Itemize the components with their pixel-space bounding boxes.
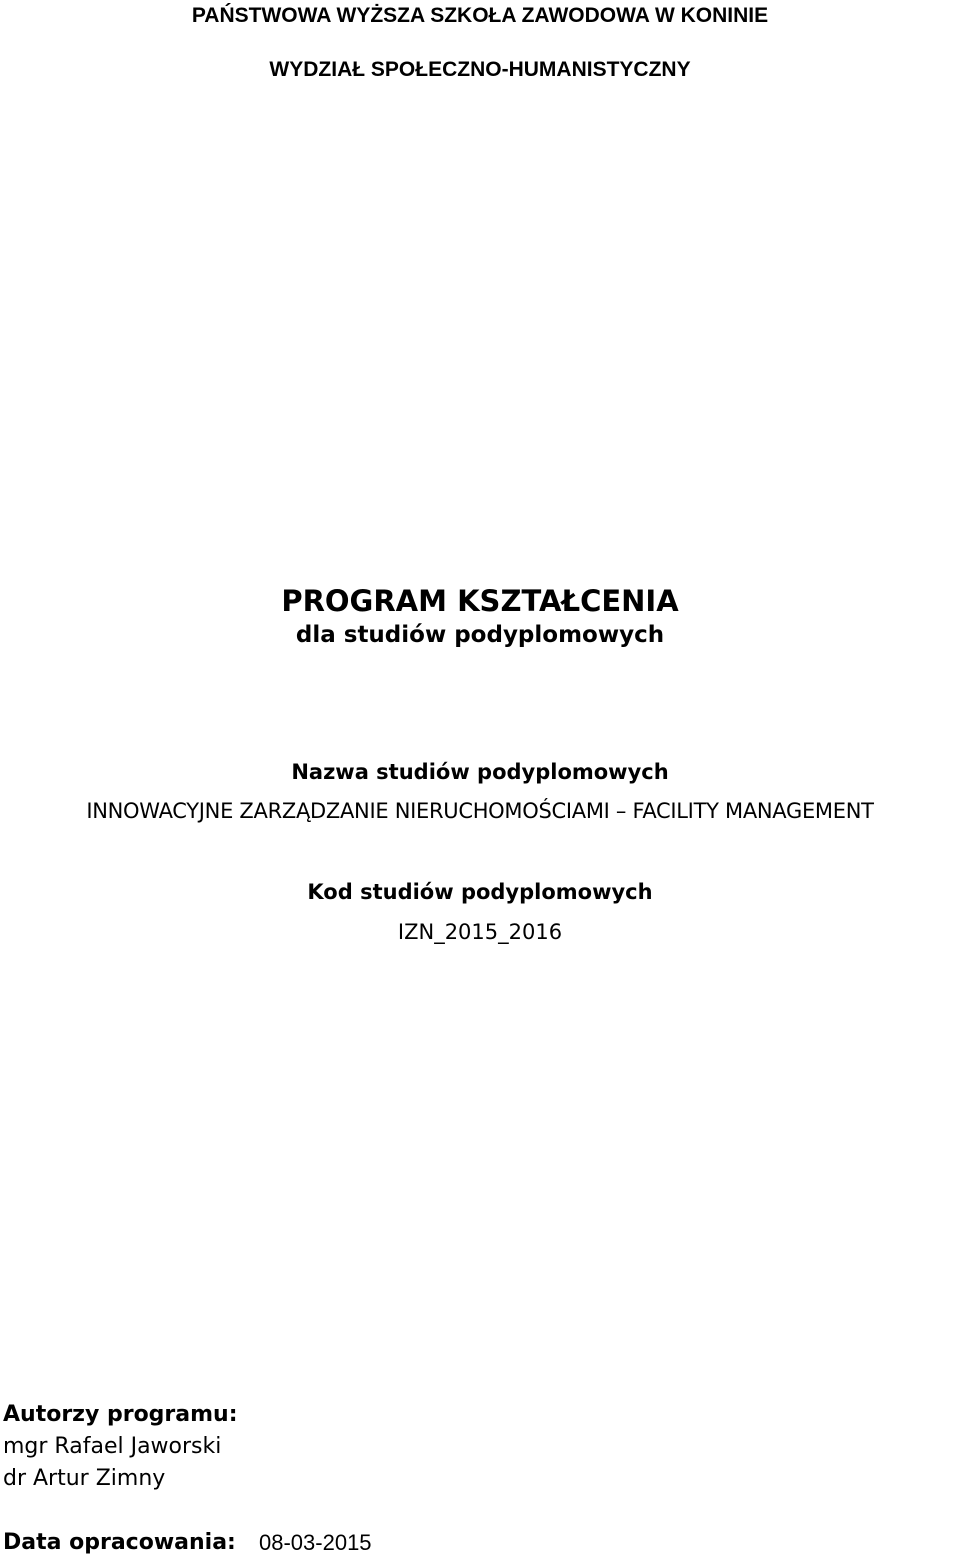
- institution-name: PAŃSTWOWA WYŻSZA SZKOŁA ZAWODOWA W KONINIE: [191, 4, 769, 27]
- studies-code-label: Kod studiów podyplomowych: [307, 880, 653, 904]
- studies-name-value: INNOWACYJNE ZARZĄDZANIE NIERUCHOMOŚCIAMI – FACILITY MANAGEMENT: [86, 799, 874, 823]
- program-title: PROGRAM KSZTAŁCENIA: [281, 584, 679, 618]
- studies-code-value: IZN_2015_2016: [397, 920, 563, 944]
- author-item: dr Artur Zimny: [3, 1466, 166, 1491]
- date-label: Data opracowania:: [3, 1530, 236, 1555]
- date-value: 08-03-2015: [259, 1530, 372, 1555]
- faculty-name: WYDZIAŁ SPOŁECZNO-HUMANISTYCZNY: [269, 58, 691, 81]
- authors-label: Autorzy programu:: [3, 1402, 238, 1427]
- studies-name-label: Nazwa studiów podyplomowych: [291, 760, 669, 784]
- program-subtitle: dla studiów podyplomowych: [295, 622, 665, 648]
- author-item: mgr Rafael Jaworski: [3, 1434, 222, 1459]
